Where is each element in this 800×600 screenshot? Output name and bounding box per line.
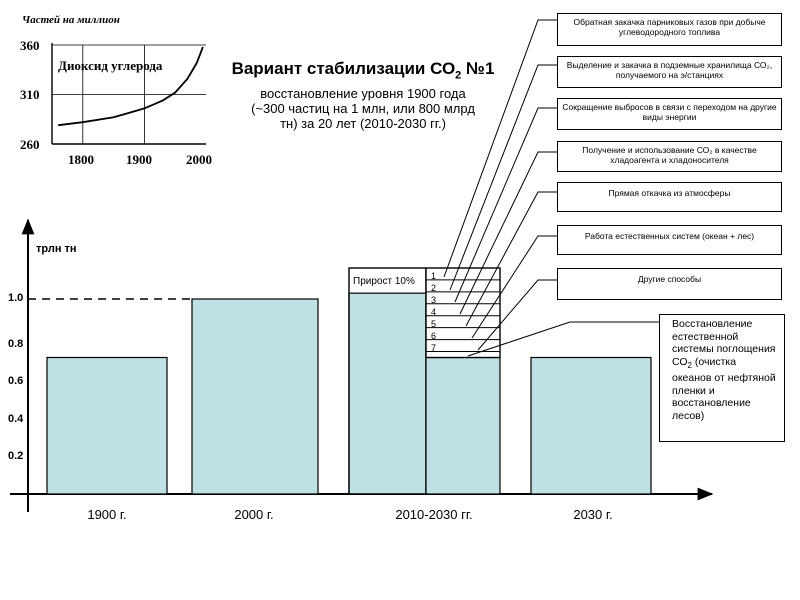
segment-number-3: 3 [431, 295, 437, 305]
segment-number-4: 4 [431, 307, 437, 317]
method-box-1: Обратная закачка парниковых газов при добыче углеводородного топлива [557, 13, 782, 46]
title-line-1: восстановление уровня 1900 года [260, 86, 466, 102]
bar-3 [349, 293, 426, 494]
segment-number-6: 6 [431, 331, 437, 341]
inset-x-tick-1900: 1900 [126, 152, 152, 167]
y-axis-label: трлн тн [36, 243, 77, 255]
method-box-2: Выделение и закачка в подземные хранилища СО₂, получаемого на э/станциях [557, 56, 782, 88]
category-2030: 2030 г. [573, 507, 613, 522]
y-tick-0-4: 0.4 [8, 413, 24, 425]
category-2010-2030: 2010-2030 гг. [395, 507, 473, 522]
inset-y-tick-310: 310 [20, 87, 40, 102]
title-main-text: Вариант стабилизации СО [231, 59, 456, 78]
title-main [208, 58, 518, 86]
category-2000: 2000 г. [234, 507, 274, 522]
title-line-2: (~300 частиц на 1 млн, или 800 млрд [251, 101, 475, 117]
method-box-3: Сокращение выбросов в связи с переходом на другие виды энергии [557, 98, 782, 130]
restore-box [659, 314, 785, 442]
segment-number-1: 1 [431, 271, 437, 281]
bar-2010-2030-base [426, 358, 500, 495]
y-tick-0-2: 0.2 [8, 450, 24, 462]
y-tick-0-6: 0.6 [8, 375, 24, 387]
y-tick-1-0: 1.0 [8, 292, 24, 304]
restore-text: Восстановление естественной системы поглощения СО [672, 318, 776, 368]
inset-x-tick-1800: 1800 [68, 152, 94, 167]
main-chart [10, 220, 712, 512]
diagram-title [208, 58, 518, 131]
inset-title: Частей на миллион [22, 14, 120, 26]
title-main-subscript: 2 [455, 69, 462, 82]
category-1900: 1900 г. [87, 507, 127, 522]
method-box-5: Прямая откачка из атмосферы [557, 182, 782, 212]
growth-label: Прирост 10% [353, 276, 415, 287]
restore-text-after: (очистка океанов от нефтяной пленки и восстановление лесов) [672, 355, 776, 422]
method-box-7: Другие способы [557, 268, 782, 300]
bar-1 [47, 358, 167, 495]
restore-subscript: 2 [687, 360, 692, 370]
title-line-3: тн) за 20 лет (2010-2030 гг.) [280, 116, 446, 132]
segment-number-5: 5 [431, 319, 437, 329]
method-box-4: Получение и использование СО₂ в качестве хладоагента и хладоносителя [557, 141, 782, 172]
inset-y-tick-360: 360 [20, 38, 40, 53]
method-box-6: Работа естественных систем (океан + лес) [557, 225, 782, 255]
title-main-suffix: №1 [461, 59, 495, 78]
inset-series-label: Диоксид углерода [58, 58, 163, 73]
y-tick-0-8: 0.8 [8, 338, 24, 350]
bar-2 [192, 299, 318, 494]
inset-y-tick-260: 260 [20, 137, 40, 152]
segment-number-7: 7 [431, 343, 437, 353]
segment-number-2: 2 [431, 283, 437, 293]
inset-x-tick-2000: 2000 [186, 152, 212, 167]
bar-4 [531, 358, 651, 495]
